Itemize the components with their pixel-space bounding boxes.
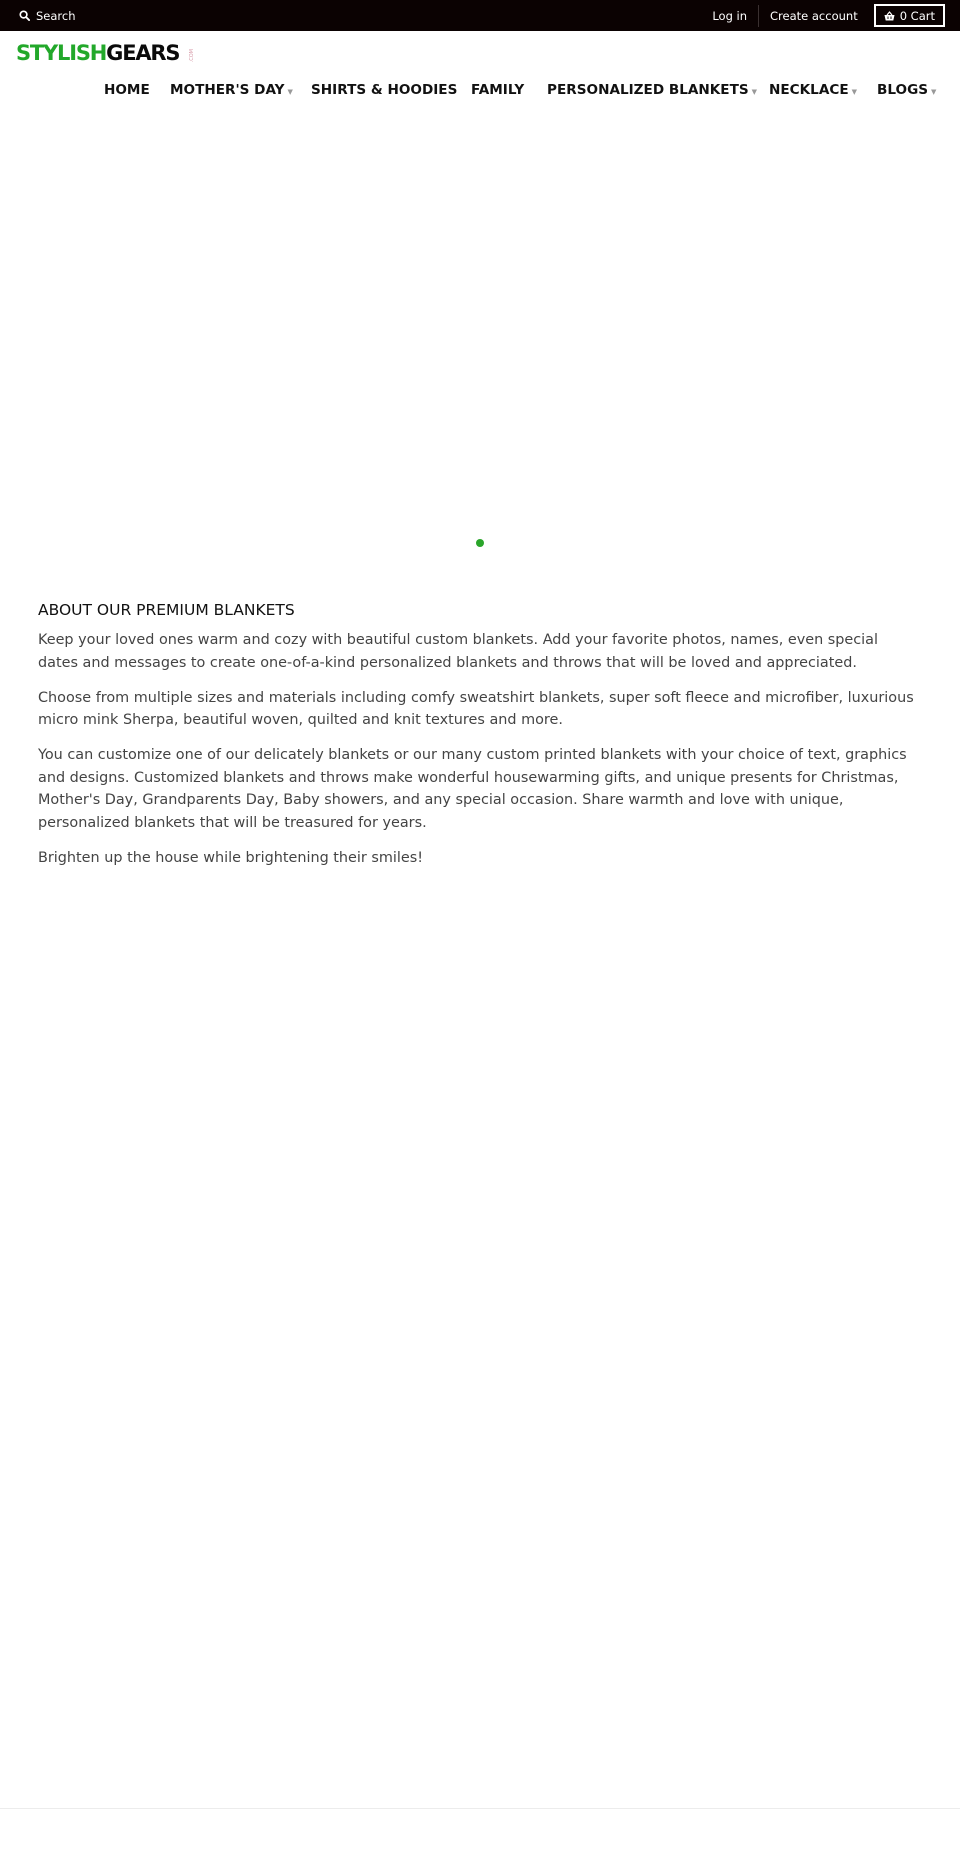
nav-item-label: MOTHER'S DAY <box>170 82 285 98</box>
create-account-link[interactable]: Create account <box>770 8 858 23</box>
chevron-down-icon: ▼ <box>931 87 937 96</box>
nav-item-home[interactable] <box>104 78 150 102</box>
about-paragraph: Keep your loved ones warm and cozy with beautiful custom blankets. Add your favorite photos, names, even special dates and messages to create one-of-a-kind personalized blankets and throws that will be loved and appreciated. <box>38 632 878 671</box>
cart-label: 0 Cart <box>899 8 935 23</box>
search-label: Search <box>36 8 76 23</box>
about-paragraph: Brighten up the house while brightening their smiles! <box>38 849 424 866</box>
nav-item-label: BLOGS <box>877 82 929 98</box>
footer-divider <box>0 1808 960 1809</box>
top-bar <box>0 0 960 31</box>
about-paragraph: Choose from multiple sizes and materials including comfy sweatshirt blankets, super soft fleece and microfiber, luxurious micro mink Sherpa, beautiful woven, quilted and knit textures and more. <box>38 689 914 728</box>
about-title: ABOUT OUR PREMIUM BLANKETS <box>38 601 295 619</box>
search-button[interactable] <box>19 0 76 31</box>
account-links <box>701 0 945 31</box>
about-section <box>38 600 918 882</box>
nav-item-shirts-hoodies[interactable] <box>311 78 457 102</box>
login-link[interactable]: Log in <box>712 8 748 23</box>
nav-item-personalized-blankets[interactable] <box>547 78 757 102</box>
slideshow-dot-active[interactable] <box>476 539 484 547</box>
logo-text-stylish: STYLISH <box>16 41 107 65</box>
hero-slideshow[interactable] <box>0 112 960 552</box>
nav-item-label: HOME <box>104 82 150 98</box>
nav-item-necklace[interactable] <box>769 78 857 102</box>
site-logo[interactable] <box>16 41 204 65</box>
nav-item-family[interactable] <box>471 78 524 102</box>
main-nav <box>0 78 960 102</box>
logo-text-gears: GEARS <box>106 41 180 65</box>
nav-item-blogs[interactable] <box>877 78 936 102</box>
logo-text-com: .COM <box>189 48 196 62</box>
about-paragraph: You can customize one of our delicately blankets or our many custom printed blankets with your choice of text, graphics and designs. Customized blankets and throws make wonderful housewarming gifts, and unique presents for Christmas, Mother's Day, Grandparents Day, Baby showers, and any special occasion. Share warmth and love with unique, personalized blankets that will be treasured for years. <box>38 747 907 831</box>
nav-item-label: PERSONALIZED BLANKETS <box>547 82 749 98</box>
nav-item-label: NECKLACE <box>769 82 849 98</box>
search-icon <box>19 10 30 21</box>
chevron-down-icon: ▼ <box>287 87 293 96</box>
nav-item-label: FAMILY <box>471 82 525 98</box>
basket-icon <box>884 11 895 21</box>
nav-item-label: SHIRTS & HOODIES <box>311 82 458 98</box>
nav-item-mothers-day[interactable] <box>170 78 293 102</box>
chevron-down-icon: ▼ <box>751 87 758 96</box>
cart-button[interactable] <box>874 4 945 27</box>
chevron-down-icon: ▼ <box>851 87 858 96</box>
